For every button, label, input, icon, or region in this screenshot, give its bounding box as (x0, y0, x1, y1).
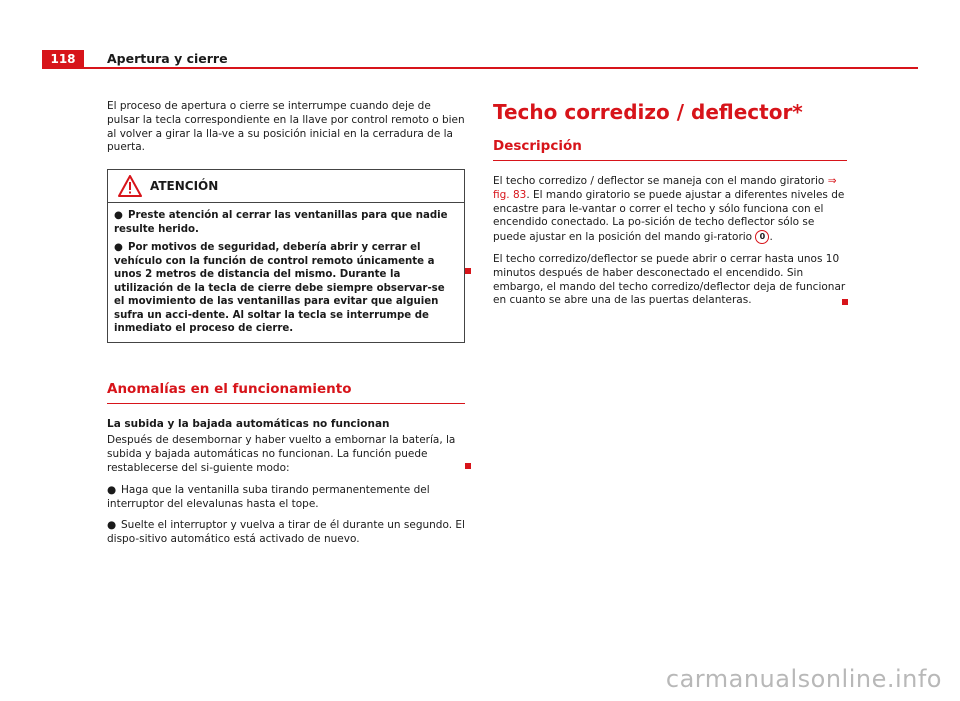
end-marker-icon (842, 290, 848, 309)
end-marker-icon (465, 454, 471, 473)
step-text: Suelte el interruptor y vuelva a tirar de él durante un segundo. El dispo-sitivo automático está activado de nuevo. (107, 519, 465, 546)
right-column (493, 100, 847, 308)
warning-item (114, 209, 458, 236)
bullet-icon: ● (114, 242, 123, 254)
warning-item-text: Por motivos de seguridad, debería abrir y cerrar el vehículo con la función de control remoto únicamente a unos 2 metros de distancia del mismo. Durante la utilización de la tecla de cierre debe siempre observar-se el movimiento de las ventanillas para evitar que alguien sufra un acci-dente. Al soltar la tecla se interrumpe de inmediato el proceso de cierre. (114, 242, 445, 335)
anomalias-paragraph: Después de desembornar y haber vuelto a embornar la batería, la subida y bajada automáticas no funcionan. La función puede restablecerse del si-guiente modo: (107, 434, 456, 475)
bullet-icon: ● (107, 519, 117, 532)
warning-title: ATENCIÓN (150, 179, 219, 194)
descripcion-paragraph-2: El techo corredizo/deflector se puede abrir o cerrar hasta unos 10 minutos después de haber desconectado el encendido. Sin embargo, el mando del techo corredizo/deflector deja de funcionar en cuanto se abre una de las puertas delanteras. (493, 252, 846, 307)
warning-header (108, 170, 464, 203)
step-item (107, 484, 465, 512)
page-section-title: Techo corredizo / deflector* (493, 100, 803, 124)
subheading: La subida y la bajada automáticas no funcionan (107, 417, 390, 430)
watermark: carmanualsonline.info (665, 665, 942, 693)
warning-body (108, 203, 464, 342)
step-item (107, 519, 465, 547)
bullet-icon: ● (114, 210, 123, 222)
text-span: . (769, 231, 773, 244)
warning-item-text: Preste atención al cerrar las ventanillas para que nadie resulte herido. (114, 210, 448, 235)
end-marker-icon (465, 259, 471, 278)
bullet-icon: ● (107, 483, 117, 496)
warning-box (107, 169, 465, 343)
header-rule (42, 67, 918, 69)
step-text: Haga que la ventanilla suba tirando permanentemente del interruptor del elevalunas hasta el tope. (107, 483, 430, 510)
page-header-title: Apertura y cierre (107, 51, 228, 66)
section-title-descripcion: Descripción (493, 138, 847, 161)
descripcion-paragraph (493, 175, 847, 245)
warning-item (114, 241, 458, 336)
text-span: El techo corredizo / deflector se maneja con el mando giratorio (493, 175, 828, 187)
text-span: . El mando giratorio se puede ajustar a diferentes niveles de encastre para le-vantar o correr el techo y sólo funciona con el encendido conectado. La po-sición de techo deflector sólo se puede ajustar en la posición del mando gi-ratorio (493, 188, 845, 244)
intro-paragraph: El proceso de apertura o cierre se interrumpe cuando deje de pulsar la tecla correspondiente en la llave por control remoto o bien al volver a girar la lla-ve a su posición inicial en la cerradura de la puerta. (107, 100, 465, 154)
left-column (107, 100, 465, 547)
position-circle-icon: 0 (755, 230, 769, 244)
warning-triangle-icon (118, 175, 142, 197)
figure-link[interactable]: ⇒ fig. 83 (493, 175, 837, 201)
page-number: 118 (42, 50, 84, 67)
section-title-anomalias: Anomalías en el funcionamiento (107, 381, 465, 404)
